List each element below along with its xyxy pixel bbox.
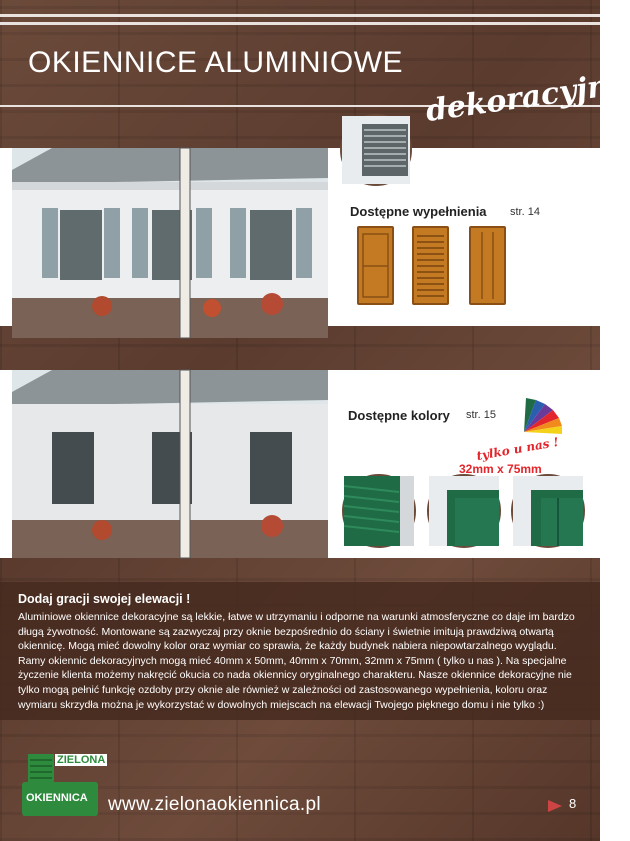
fill-heading: Dostępne wypełnienia [350,204,487,219]
green-frame-circle-2 [511,474,585,548]
description-body: Aluminiowe okiennice dekoracyjne są lekkie, łatwe w utrzymaniu i odporne na warunki atmosferyczne co daje im bardzo długą żywotność. Montowane są zazwyczaj przy oknie bezpośrednio do ściany i świetnie imitują prawdziwą otwartą okiennicę. Mogą mieć dowolny kolor oraz wymiar co sprawia, że każdy budynek nabiera niepowtarzalnego wyglądu. Ramy okiennic dekoracyjnych mogą mieć 40mm x 50mm, 40mm x 70mm, 32mm x 75mm ( tylko u nas ). Na specjalne życzenie klienta możemy nakręcić okucia co nada okiennicy oryginalnego charakteru. Nasze okiennice dekoracyjne nie tylko mogą pełnić funkcję ozdoby przy oknie ale również w zależności od zastosowanego wypełnienia, koloru oraz wymiaru skrzydła można je wykorzystać w dowolnych miejscach na elewacji Twojego pięknego domu i nie tylko :) [18,611,575,711]
colors-page-ref: str. 15 [466,409,496,421]
fill-sample-louvre [412,226,449,305]
arrow-right-icon [548,800,562,812]
top-stripe [0,14,600,17]
page-title: OKIENNICE ALUMINIOWE [28,46,404,79]
description-heading: Dodaj gracji swojej elewacji ! [18,592,191,606]
house-photo-without-shutters [12,370,328,558]
colors-heading: Dostępne kolory [348,408,450,423]
company-logo [22,752,106,818]
promo-line-2: 32mm x 75mm [459,462,542,476]
house-photo-with-shutters [12,148,328,338]
top-stripe-2 [0,22,600,25]
green-louvre-circle [342,474,416,548]
page-number: 8 [569,796,577,811]
fill-sample-panel [357,226,394,305]
fill-sample-boards [469,226,506,305]
shutter-closeup-circle [340,114,412,186]
green-frame-circle-1 [427,474,501,548]
fill-page-ref: str. 14 [510,206,540,218]
promo-line-1: tylko u nas ! [475,434,560,464]
page-subtitle: dekoracyjne [423,66,630,129]
logo-line-1: ZIELONA [57,754,106,766]
logo-line-2: OKIENNICA [26,792,88,804]
color-fan-icon [518,388,568,438]
website-link[interactable]: www.zielonaokiennica.pl [108,794,321,815]
